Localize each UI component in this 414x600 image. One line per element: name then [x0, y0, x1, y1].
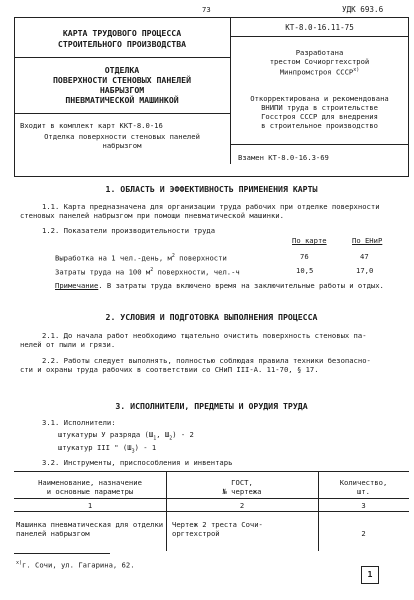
- row2-enir-value: 17,0: [356, 266, 374, 275]
- header-divider-3: [230, 36, 409, 37]
- table-r1c2-line1: Чертеж 2 треста Сочи-: [172, 520, 263, 529]
- subject-line1: ОТДЕЛКА: [104, 65, 140, 75]
- approval-line1: Откорректирована и рекомендована: [250, 94, 389, 103]
- table-r1c2-line2: оргтехстрой: [172, 529, 220, 538]
- table-h1-line1: Наименование, назначение: [38, 478, 142, 487]
- table-r1c1-line1: Машинка пневматическая для отделки: [16, 520, 164, 529]
- table-h3-line1: Количество,: [339, 478, 388, 487]
- subject-line4: ПНЕВМАТИЧЕСКОЙ МАШИНКОЙ: [65, 95, 179, 105]
- replaces-card: Взамен КТ-8.0-16.3-69: [238, 153, 329, 162]
- table-r1c3: 2: [361, 529, 366, 538]
- table-h2-line2: № чертежа: [222, 487, 262, 496]
- table-num-3: 3: [361, 501, 366, 510]
- table-top-rule: [14, 471, 409, 472]
- p12: 1.2. Показатели производительности труда: [42, 226, 216, 235]
- worker2: штукатур III " $(Ш_3) - 1$: [58, 443, 157, 455]
- note: Примечание. В затраты труда включено время на заключительные работы и отдых.: [55, 281, 384, 290]
- p32: 3.2. Инструменты, приспособления и инвентарь: [42, 458, 233, 467]
- p22-line1: 2.2. Работы следует выполнять, полностью соблюдая правила техники безопасно-: [42, 356, 371, 365]
- card-title-line1: КАРТА ТРУДОВОГО ПРОЦЕССА: [62, 28, 182, 38]
- udk-code: УДК 693.6: [342, 5, 384, 14]
- section1-title: 1. ОБЛАСТЬ И ЭФФЕКТИВНОСТЬ ПРИМЕНЕНИЯ КАРТЫ: [105, 184, 318, 194]
- approval-line3: Госстроя СССР для внедрения: [261, 112, 378, 121]
- col-card-header: По карте: [292, 236, 327, 245]
- p11-line1: 1.1. Карта предназначена для организации труда рабочих при отделке поверхности: [42, 202, 380, 211]
- included-desc-line1: Отделка поверхности стеновых панелей: [44, 132, 200, 141]
- footnote-rule: [14, 553, 110, 554]
- table-numbers-rule: [14, 511, 409, 512]
- subject-line2: ПОВЕРХНОСТИ СТЕНОВЫХ ПАНЕЛЕЙ: [52, 75, 192, 85]
- header-vertical-divider: [230, 17, 231, 164]
- worker1: штукатуры У разряда ($Ш_1$, $Ш_2) - 2$: [58, 430, 194, 442]
- row1-label: Выработка на 1 чел.-день, $м^2$ поверхности: [55, 253, 227, 263]
- developer-line3: Минпромстроя СССР$^{x)}$: [279, 67, 360, 77]
- approval-line2: ВНИПИ труда в строительстве: [261, 103, 378, 112]
- table-header-rule: [14, 498, 409, 499]
- page-number: 73: [202, 5, 211, 14]
- approval-line4: в строительное производство: [261, 121, 378, 130]
- developer-line2: трестом Сочиоргтехстрой: [269, 57, 370, 66]
- table-r1c1-line2: панелей набрызгом: [16, 529, 90, 538]
- included-desc-line2: набрызгом: [102, 141, 142, 150]
- row2-card-value: 10,5: [296, 266, 314, 275]
- table-num-1: 1: [87, 501, 93, 510]
- header-divider-1: [14, 57, 230, 58]
- table-h2-line1: ГОСТ,: [231, 478, 253, 487]
- p22-line2: сти и охраны труда рабочих в соответствии со СНиП III-А. 11-70, § 17.: [20, 365, 319, 374]
- subject-line3: НАБРЫЗГОМ: [99, 85, 145, 95]
- footnote: $^{x)}$г. Сочи, ул. Гагарина, 62.: [16, 560, 135, 570]
- table-num-2: 2: [239, 501, 245, 510]
- card-code: КТ-8.0-16.11-75: [285, 23, 354, 32]
- table-h3-line2: шт.: [357, 487, 370, 496]
- p11-line2: стеновых панелей набрызгом при помощи пневматической машинки.: [20, 211, 284, 220]
- sheet-number: 1: [367, 569, 373, 579]
- card-title-line2: СТРОИТЕЛЬНОГО ПРОИЗВОДСТВА: [57, 39, 187, 49]
- col-enir-header: По ЕНиР: [352, 236, 383, 245]
- included-in: Входит в комплект карт ККТ-8.0-16: [20, 121, 163, 130]
- row1-card-value: 76: [300, 252, 309, 261]
- p21-line1: 2.1. До начала работ необходимо тщательно очистить поверхность стеновых па-: [42, 331, 367, 340]
- row1-enir-value: 47: [360, 252, 369, 261]
- section3-title: 3. ИСПОЛНИТЕЛИ, ПРЕДМЕТЫ И ОРУДИЯ ТРУДА: [115, 401, 308, 411]
- row2-label: Затраты труда на 100 $м^2$ поверхности, чел.-ч: [55, 267, 240, 277]
- table-h1-line2: и основные параметры: [46, 487, 134, 496]
- header-divider-2: [14, 113, 230, 114]
- section2-title: 2. УСЛОВИЯ И ПОДГОТОВКА ВЫПОЛНЕНИЯ ПРОЦЕССА: [105, 312, 318, 322]
- developer-line1: Разработана: [295, 48, 344, 57]
- p21-line2: нелей от пыли и грязи.: [20, 340, 116, 349]
- header-divider-4: [230, 144, 409, 145]
- p31: 3.1. Исполнители:: [42, 418, 116, 427]
